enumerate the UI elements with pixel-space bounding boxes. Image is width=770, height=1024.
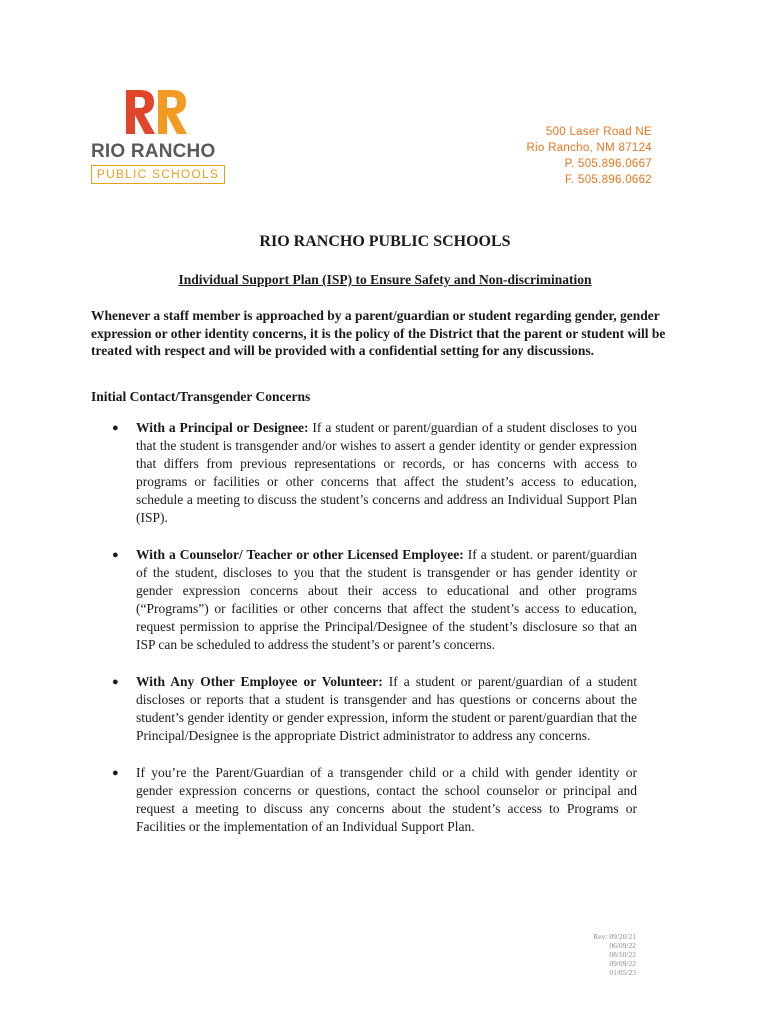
revision-date: 09/09/22 — [609, 959, 636, 968]
list-item — [91, 764, 637, 836]
address-line-2: Rio Rancho, NM 87124 — [526, 142, 652, 154]
revision-date: 06/09/22 — [609, 941, 636, 950]
revision-history — [593, 932, 636, 977]
bullet-icon: ● — [112, 549, 119, 561]
list-item — [91, 419, 637, 527]
list-item — [91, 546, 637, 654]
bullet-icon: ● — [112, 422, 119, 434]
revision-label: Rev: 09/20/21 — [593, 932, 636, 941]
bullet-lead: With Any Other Employee or Volunteer: — [136, 674, 383, 689]
contact-guidelines-list — [91, 419, 637, 855]
logo-subtitle: PUBLIC SCHOOLS — [91, 165, 225, 184]
contact-info — [526, 124, 652, 188]
bullet-text: If you’re the Parent/Guardian of a transgender child or a child with gender identity or gender expression concerns or questions, contact the school counselor or principal and request a meeting to discuss any concerns about the student’s access to Programs or Facilities or the implementation of an Individual Support Plan. — [136, 765, 637, 834]
bullet-lead: With a Principal or Designee: — [136, 420, 309, 435]
bullet-text: If a student or parent/guardian of a student discloses to you that the student is transgender and/or wishes to assert a gender identity or gender expression that differs from previous representations or records, or has concerns with access to programs or facilities or other concerns that affect the student’s access to education, schedule a meeting to discuss the student’s concerns and address an Individual Support Plan (ISP). — [136, 420, 637, 525]
revision-date: 01/05/23 — [609, 968, 636, 977]
bullet-lead: With a Counselor/ Teacher or other Licensed Employee: — [136, 547, 464, 562]
bullet-text: If a student or parent/guardian of a student discloses or reports that a student is transgender and has questions or concerns about the student’s gender identity or gender expression, inform the student or parent/guardian that the Principal/Designee is the appropriate District administrator to address any concerns. — [136, 674, 638, 743]
document-title: RIO RANCHO PUBLIC SCHOOLS — [259, 233, 511, 250]
phone-number: P. 505.896.0667 — [564, 158, 652, 170]
list-item — [91, 673, 637, 745]
district-logo — [91, 88, 227, 184]
address-line-1: 500 Laser Road NE — [545, 126, 652, 138]
policy-statement: Whenever a staff member is approached by a parent/guardian or student regarding gender, gender expression or other identity concerns, it is the policy of the District that the parent or student will be treated with respect and will be provided with a confidential setting for any discussions. — [91, 308, 666, 358]
section-heading: Initial Contact/Transgender Concerns — [91, 389, 311, 404]
revision-date: 08/10/22 — [609, 950, 636, 959]
bullet-icon: ● — [112, 676, 119, 688]
document-subtitle: Individual Support Plan (ISP) to Ensure Safety and Non-discrimination — [178, 272, 592, 287]
rr-logo-mark — [124, 88, 190, 136]
bullet-icon: ● — [112, 767, 119, 779]
logo-name: RIO RANCHO — [91, 141, 216, 162]
fax-number: F. 505.896.0662 — [565, 174, 652, 186]
bullet-text: If a student. or parent/guardian of the student, discloses to you that the student is transgender or has gender identity or gender expression concerns about their access to educational and other programs (“Programs”) or facilities or other concerns that affect the student’s access to education, request permission to apprise the Principal/Designee of the student’s disclosure so that an ISP can be scheduled to address the student’s or parent’s concerns. — [136, 547, 638, 652]
